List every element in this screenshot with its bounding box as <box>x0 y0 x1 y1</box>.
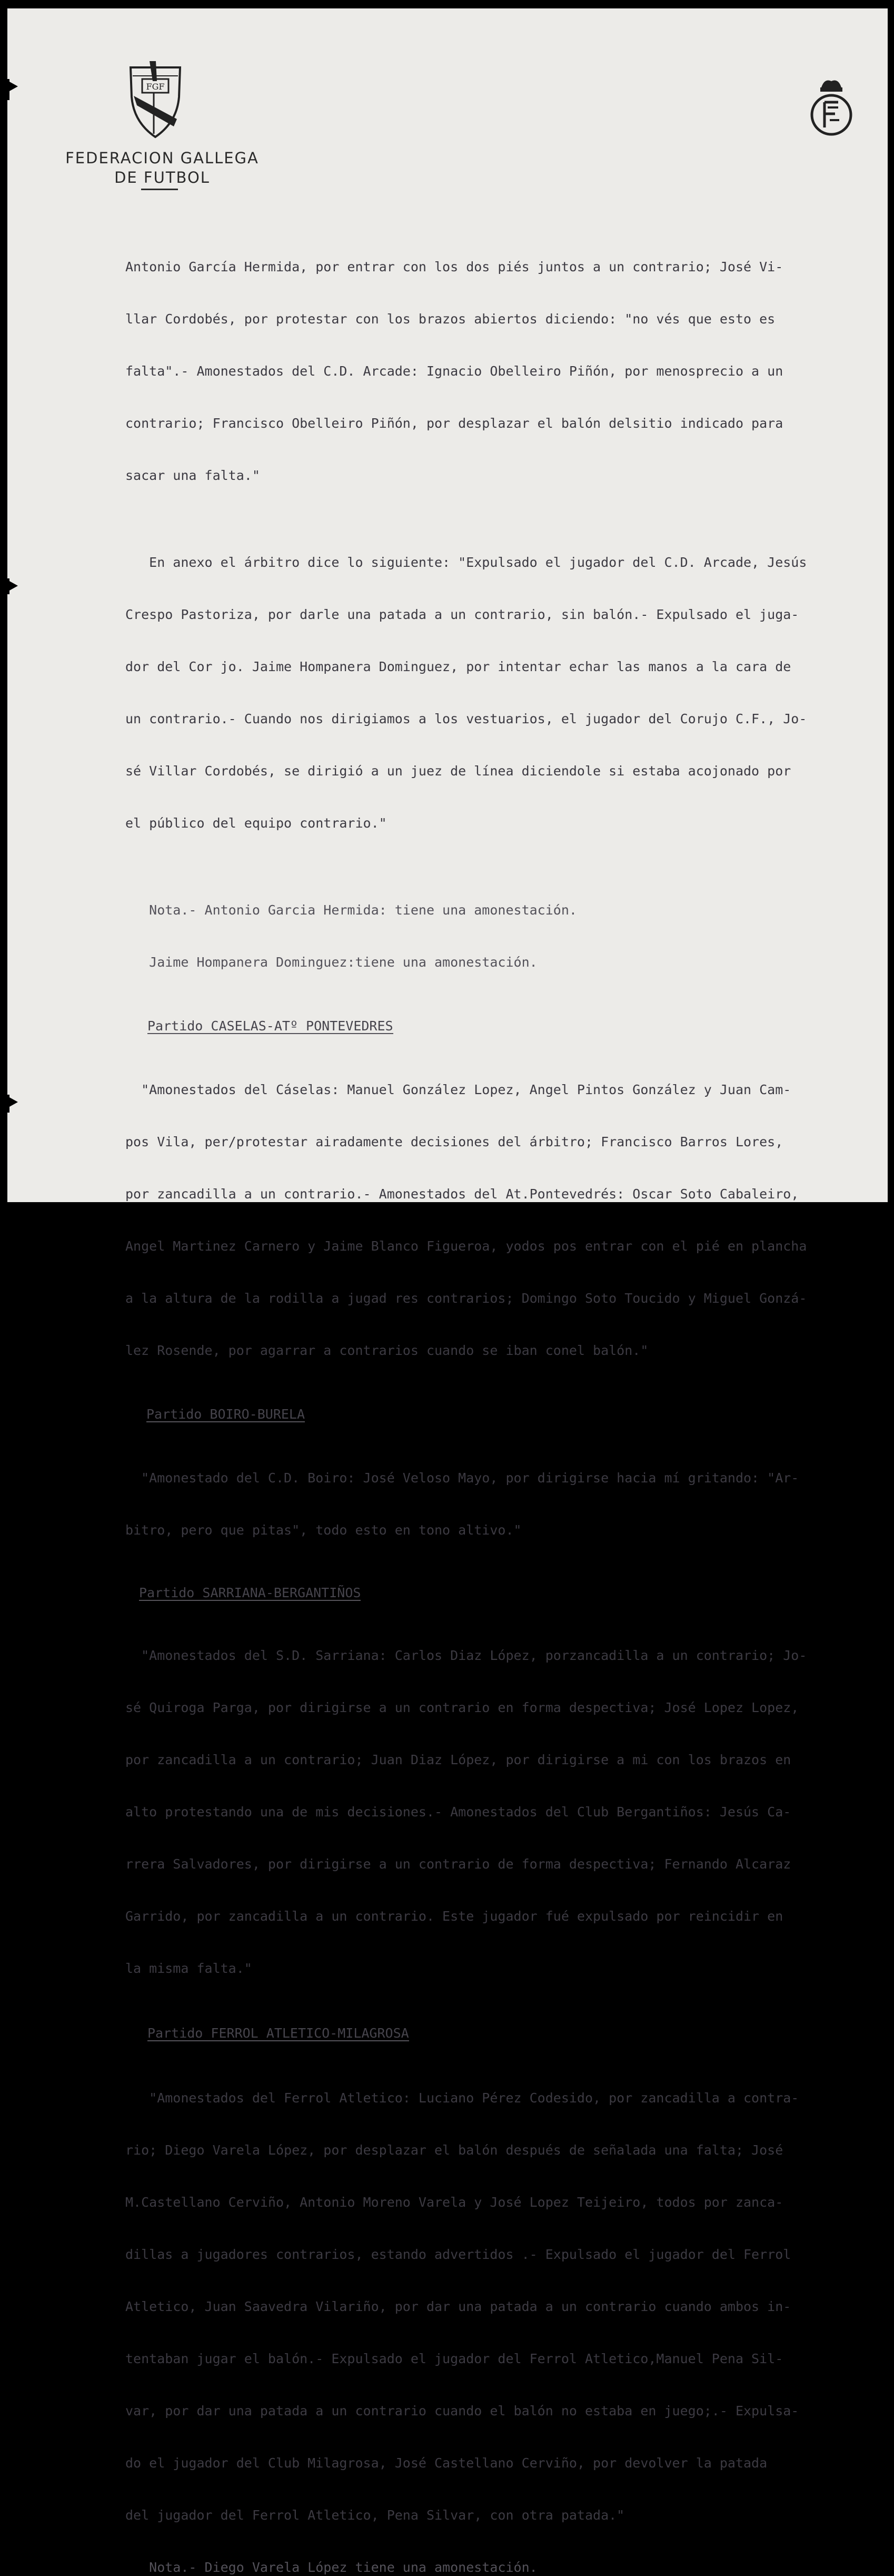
text-line: el público del equipo contrario." <box>125 815 387 831</box>
text-line: Garrido, por zancadilla a un contrario. Este jugador fué expulsado por reincidir en <box>125 1909 783 1924</box>
binder-hole-mark <box>0 1095 9 1113</box>
text-line: la misma falta." <box>125 1961 252 1976</box>
text-line: Atletico, Juan Saavedra Vilariño, por dar una patada a un contrario cuando ambos in- <box>125 2299 791 2314</box>
federation-name <box>52 149 273 188</box>
text-line: bitro, pero que pitas", todo esto en tono altivo." <box>125 1522 522 1538</box>
match-heading: Partido SARRIANA-BERGANTIÑOS <box>139 1585 361 1600</box>
note-line: Nota.- Antonio Garcia Hermida: tiene una amonestación. <box>125 902 577 918</box>
match-report <box>125 2054 878 2559</box>
text-line: sacar una falta." <box>125 468 260 483</box>
text-line: sé Quiroga Parga, por dirigirse a un contrario en forma despectiva; José Lopez Lopez, <box>125 1700 799 1715</box>
text-line: rio; Diego Varela López, por desplazar el balón después de señalada una falta; José <box>125 2142 783 2158</box>
text-line: var, por dar una patada a un contrario cuando el balón no estaba en juego;.- Expulsa- <box>125 2403 799 2418</box>
svg-text:FGF: FGF <box>146 82 165 92</box>
match-report <box>125 1434 878 1574</box>
text-line: un contrario.- Cuando nos dirigiamos a los vestuarios, el jugador del Corujo C.F., Jo- <box>125 711 807 726</box>
text-line: por zancadilla a un contrario.- Amonestados del At.Pontevedrés: Oscar Soto Cabaleiro, <box>125 1186 799 1202</box>
match-section-ferrol <box>125 2024 878 2042</box>
text-line: Crespo Pastoriza, por darle una patada a un contrario, sin balón.- Expulsado el juga- <box>125 607 799 622</box>
match-section-caselas <box>125 1017 878 1035</box>
text-line: tentaban jugar el balón.- Expulsado el jugador del Ferrol Atletico,Manuel Pena Sil- <box>125 2351 783 2366</box>
text-line: alto protestando una de mis decisiones.- Amonestados del Club Bergantiños: Jesús Ca- <box>125 1804 791 1820</box>
federation-name-line2: DE FUTBOL <box>114 169 210 186</box>
text-line: "Amonestado del C.D. Boiro: José Veloso Mayo, por dirigirse hacia mí gritando: "Ar- <box>125 1470 799 1486</box>
spanish-federation-crest-icon <box>809 76 854 138</box>
header-divider <box>141 189 178 190</box>
text-line: contrario; Francisco Obelleiro Piñón, por desplazar el balón delsitio indicado para <box>125 416 783 431</box>
text-line: sé Villar Cordobés, se dirigió a un juez de línea diciendole si estaba acojonado por <box>125 763 791 779</box>
galician-federation-crest-icon <box>126 60 184 139</box>
text-line: Antonio García Hermida, por entrar con los dos piés juntos a un contrario; José Vi- <box>125 259 783 274</box>
binder-hole-mark <box>0 578 9 594</box>
document-body <box>125 223 878 2576</box>
binder-hole-mark <box>0 79 9 100</box>
match-section-boiro <box>125 1405 878 1423</box>
text-line: a la altura de la rodilla a jugad res contrarios; Domingo Soto Toucido y Miguel Gonzá- <box>125 1291 807 1306</box>
continuation-paragraph <box>125 223 878 519</box>
match-heading: Partido FERROL ATLETICO-MILAGROSA <box>147 2026 409 2041</box>
match-heading: Partido BOIRO-BURELA <box>146 1407 305 1422</box>
notes <box>125 867 878 1006</box>
text-line: dillas a jugadores contrarios, estando advertidos .- Expulsado el jugador del Ferrol <box>125 2247 791 2262</box>
text-line: En anexo el árbitro dice lo siguiente: "Expulsado el jugador del C.D. Arcade, Jesús <box>125 555 807 570</box>
text-line: do el jugador del Club Milagrosa, José Castellano Cerviño, por devolver la patada <box>125 2455 768 2471</box>
note-line: Nota.- Diego Varela López tiene una amonestación. <box>125 2560 538 2575</box>
text-line: por zancadilla a un contrario; Juan Diaz López, por dirigirse a mi con los brazos en <box>125 1752 791 1767</box>
text-line: Angel Martinez Carnero y Jaime Blanco Figueroa, yodos pos entrar con el pié en plancha <box>125 1238 807 1254</box>
federation-name-line1: FEDERACION GALLEGA <box>65 149 259 167</box>
match-report <box>125 1046 878 1394</box>
text-line: "Amonestados del Cáselas: Manuel González Lopez, Angel Pintos González y Juan Cam- <box>125 1082 791 1097</box>
match-report <box>125 1612 878 2012</box>
text-line: lez Rosende, por agarrar a contrarios cuando se iban conel balón." <box>125 1343 649 1358</box>
text-line: del jugador del Ferrol Atletico, Pena Silvar, con otra patada." <box>125 2508 625 2523</box>
match-heading: Partido CASELAS-ATº PONTEVEDRES <box>147 1018 393 1034</box>
text-line: rrera Salvadores, por dirigirse a un contrario de forma despectiva; Fernando Alcaraz <box>125 1856 791 1872</box>
match-section-sarriana <box>125 1584 878 1601</box>
text-line: "Amonestados del S.D. Sarriana: Carlos Diaz López, porzancadilla a un contrario; Jo- <box>125 1648 807 1663</box>
document-page <box>7 8 888 2575</box>
annex-paragraph <box>125 519 878 867</box>
note-line: Jaime Hompanera Dominguez:tiene una amonestación. <box>125 955 538 970</box>
text-line: pos Vila, per/protestar airadamente decisiones del árbitro; Francisco Barros Lores, <box>125 1134 783 1149</box>
text-line: M.Castellano Cerviño, Antonio Moreno Varela y José Lopez Teijeiro, todos por zanca- <box>125 2195 783 2210</box>
text-line: llar Cordobés, por protestar con los brazos abiertos diciendo: "no vés que esto es <box>125 311 776 327</box>
text-line: falta".- Amonestados del C.D. Arcade: Ignacio Obelleiro Piñón, por menosprecio a un <box>125 363 783 379</box>
text-line: dor del Cor jo. Jaime Hompanera Dominguez, por intentar echar las manos a la cara de <box>125 659 791 674</box>
text-line: "Amonestados del Ferrol Atletico: Luciano Pérez Codesido, por zancadilla a contra- <box>125 2090 799 2106</box>
